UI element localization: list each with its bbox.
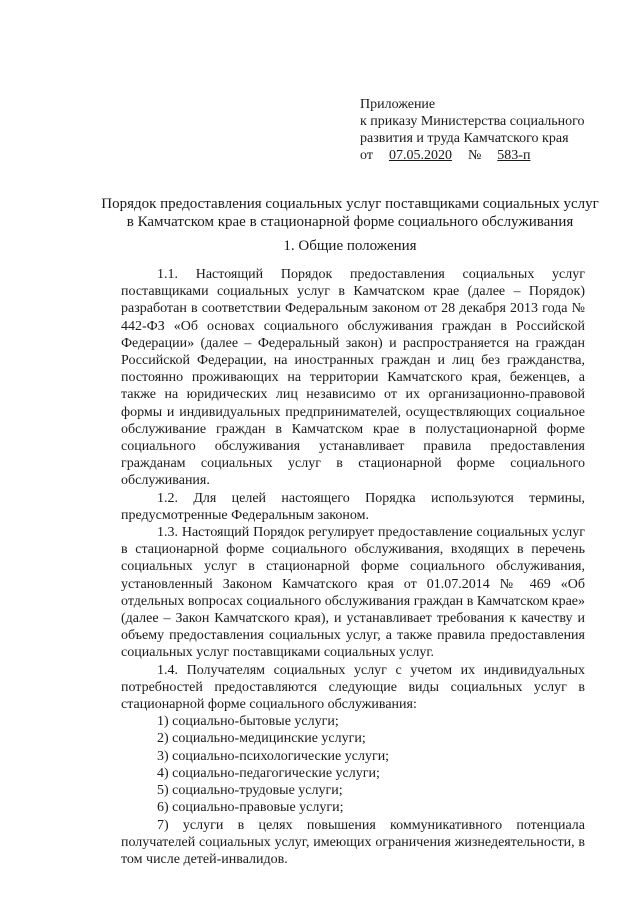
list-item: 5) социально-трудовые услуги; — [157, 783, 343, 799]
order-number: 583-п — [497, 148, 531, 163]
number-label: № — [467, 148, 482, 163]
from-label: от — [360, 148, 373, 163]
paragraph-1-2: 1.2. Для целей настоящего Порядка используются термины, предусмотренные Федеральным законом. — [121, 490, 585, 523]
list-item: 1) социально-бытовые услуги; — [157, 714, 339, 730]
appendix-date-number-line — [360, 147, 620, 164]
list-item: 3) социально-психологические услуги; — [157, 748, 390, 764]
appendix-block — [360, 96, 620, 164]
appendix-order-line: к приказу Министерства социального — [360, 114, 585, 129]
list-item-7: 7) услуги в целях повышения коммуникативного потенциала получателей социальных услуг, имеющих ограничения жизнедеятельности, в том числе детей-инвалидов. — [121, 817, 585, 867]
title-line-1: Порядок предоставления социальных услуг поставщиками социальных услуг — [101, 196, 599, 212]
list-item: 6) социально-правовые услуги; — [157, 800, 344, 816]
paragraph-1-4: 1.4. Получателям социальных услуг с учетом их индивидуальных потребностей предоставляются следующие виды социальных услуг в стационарной форме социального обслуживания: — [121, 662, 585, 713]
order-date: 07.05.2020 — [388, 148, 452, 163]
document-body — [121, 266, 585, 868]
appendix-title: Приложение — [360, 97, 436, 112]
appendix-ministry-line: развития и труда Камчатского края — [360, 131, 569, 146]
paragraph-1-1: 1.1. Настоящий Порядок предоставления социальных услуг поставщиками социальных услуг в Камчатском крае (далее – Порядок) разработан в соответствии Федеральным законом от 28 декабря 2013 года № 442-ФЗ «Об основах социального обслуживания граждан в Российской Федерации» (далее – Федеральный закон) и распространяется на граждан Российской Федерации, на иностранных граждан и лиц без гражданства, постоянно проживающих на территории Камчатского края, беженцев, а также на юридических лиц независимо от их организационно-правовой формы и индивидуальных предпринимателей, осуществляющих социальное обслуживание граждан в Камчатском крае в полустационарной форме социального обслуживания устанавливает правила предоставления гражданам социальных услуг в стационарной форме социального обслуживания. — [121, 267, 585, 489]
list-item: 2) социально-медицинские услуги; — [157, 731, 366, 747]
document-title — [100, 195, 600, 231]
section-heading: 1. Общие положения — [283, 238, 417, 254]
paragraph-1-3: 1.3. Настоящий Порядок регулирует предоставление социальных услуг в стационарной форме социального обслуживания, входящих в перечень социальных услуг в стационарной форме социального обслуживания, установленный Законом Камчатского края от 01.07.2014 № 469 «Об отдельных вопросах социального обслуживания граждан в Камчатском крае» (далее – Закон Камчатского края), и устанавливает требования к качеству и объему предоставления социальных услуг, а также правила предоставления социальных услуг поставщиками социальных услуг. — [121, 525, 585, 661]
title-line-2: в Камчатском крае в стационарной форме социального обслуживания — [126, 214, 574, 230]
list-item: 4) социально-педагогические услуги; — [157, 765, 380, 781]
